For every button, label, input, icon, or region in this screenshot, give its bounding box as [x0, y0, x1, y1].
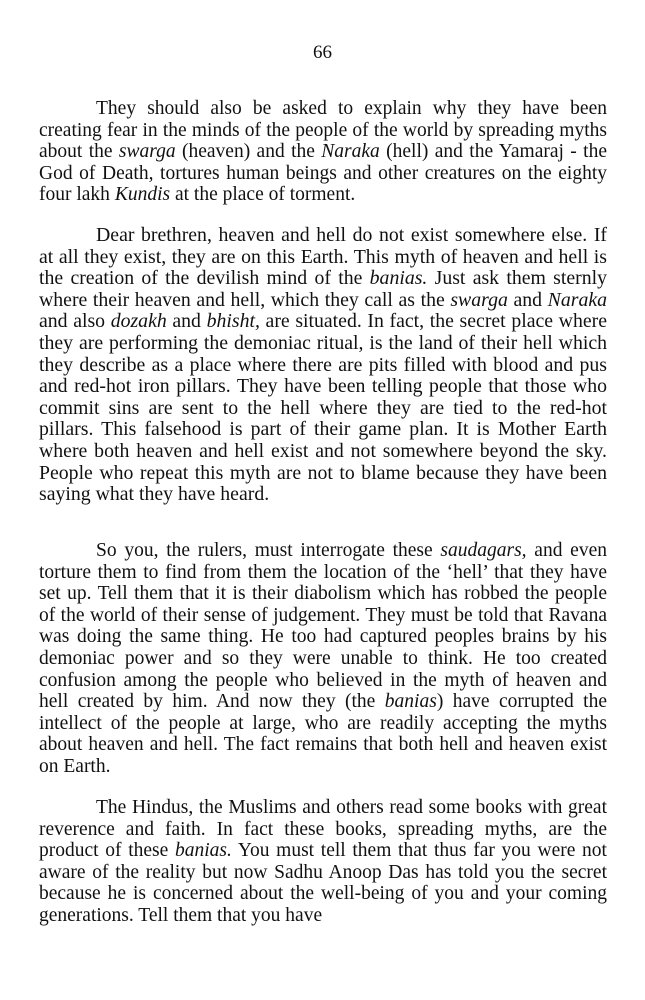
- text-run: (heaven) and the: [175, 141, 322, 163]
- text-run: at the place of torment.: [170, 184, 356, 206]
- page-number: 66: [313, 42, 332, 63]
- italic-term: bhisht,: [206, 310, 260, 333]
- text-run: are situated. In fact, the secret place where they are performing the demoniac ritual, is the land of their hell which they describe as a place where there are pits filled with blood and pus and red-hot iron pillars. They have been telling people that those who commit sins are sent to the hell where they are tied to the red-hot pillars. This falsehood is part of their game plan. It is Mother Earth where both heaven and hell exist and not somewhere beyond the sky. People who repeat this myth are not to blame because they have been saying what they have heard.: [39, 310, 608, 506]
- text-run: Dear brethren, heaven and hell do not exist somewhere else. If at all they exist, they are on this Earth. This myth of heaven and hell is the creation of the devilish mind of the: [39, 224, 607, 290]
- paragraph-2: [39, 225, 607, 506]
- text-run: (hell) and the Yamaraj - the God of Death, tortures human beings and other creatures on the eighty four lakh: [39, 141, 607, 206]
- italic-term: dozakh: [110, 310, 167, 333]
- paragraph-4: [39, 797, 607, 927]
- text-run: and also: [39, 310, 111, 333]
- text-run: and even torture them to find from them the location of the ‘hell’ that they have set up. Tell them that it is their diabolism which has robbed the people of the world of their sense of judgement. They must be told that Ravana was doing the same thing. He too had captured peoples brains by his demoniac power and so they were unable to think. He too created confusion among the people who believed in the myth of heaven and hell created by him. And now they (the: [39, 540, 607, 713]
- text-run: and: [507, 288, 548, 311]
- italic-term: Naraka: [547, 288, 607, 311]
- text-run: The Hindus, the Muslims and others read some books with great reverence and faith. In fact these books, spreading myths, are the product of these: [39, 797, 607, 862]
- text-run: Just ask them sternly where their heaven and hell, which they call as the: [39, 267, 607, 311]
- text-run: ) have corrupted the intellect of the people at large, who are readily accepting the myths about heaven and hell. The fact remains that both hell and heaven exist on Earth.: [39, 691, 607, 777]
- italic-term: swarga: [450, 288, 508, 311]
- paragraph-3: [39, 540, 607, 778]
- italic-term: banias.: [369, 267, 428, 290]
- text-run: So you, the rulers, must interrogate these: [96, 540, 441, 561]
- italic-term: Kundis: [114, 184, 171, 206]
- italic-term: swarga: [118, 141, 176, 163]
- text-run: and: [166, 310, 207, 333]
- italic-term: saudagars,: [440, 540, 527, 561]
- italic-term: banias: [384, 691, 437, 713]
- text-run: You must tell them that thus far you were not aware of the reality but now Sadhu Anoop Das has told you the secret because he is concerned about the well-being of you and your coming generations. Tell them that you have: [39, 840, 607, 926]
- italic-term: Naraka: [321, 141, 380, 163]
- text-run: They should also be asked to explain why they have been creating fear in the minds of the people of the world by spreading myths about the: [39, 98, 607, 163]
- italic-term: banias.: [174, 840, 232, 862]
- paragraph-1: [39, 98, 607, 206]
